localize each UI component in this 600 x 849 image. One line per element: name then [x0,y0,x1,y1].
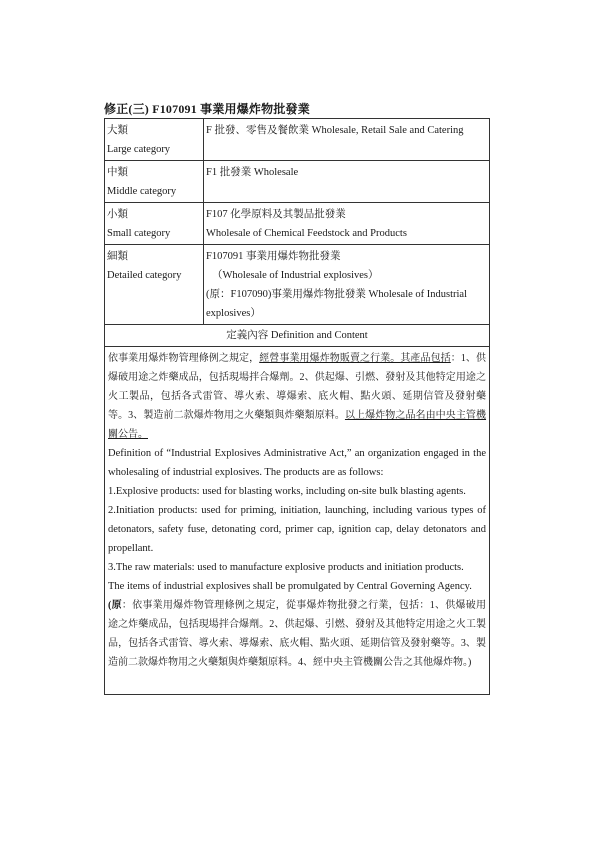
category-value-small [204,203,490,245]
category-label-en: Middle category [107,186,177,197]
zh-definition-paragraph [108,349,486,444]
table-row [105,245,490,325]
en-definition-paragraph: Definition of “Industrial Explosives Administrative Act,” an organization engaged in the wholesaling of industrial explosives. The products are as follows: [108,448,486,478]
en-definition-paragraph: 2.Initiation products: used for priming, initiation, launching, including various types of detonators, safety fuse, detonating cord, primer cap, ignition cap, delay detonators and propellant. [108,505,486,554]
table-row [105,119,490,161]
category-table [104,118,490,695]
category-label-en: Large category [107,144,171,155]
category-label-zh: 中類 [107,167,128,178]
category-label-en: Detailed category [107,270,182,281]
category-label-zh: 小類 [107,209,128,220]
table-row [105,325,490,347]
table-row [105,161,490,203]
zh-intro-text: 依事業用爆炸物管理條例之規定， [108,353,260,364]
category-value-large: F 批發、零售及餐飲業 Wholesale, Retail Sale and Catering [204,119,490,161]
value-line: (原：F107090)事業用爆炸物批發業 Wholesale of Industrial explosives） [206,289,468,319]
value-line: Wholesale of Chemical Feedstock and Products [206,228,407,239]
table-row [105,203,490,245]
original-prefix: (原 [108,600,122,611]
zh-intro-text: ：1、供爆破用途之炸藥成品，包括現場拌合爆劑。2、供起爆、引燃、發射及其他特定用途之火工製品，包括各式雷管、導火索、導爆索、底火帽、點火頭、延期信管及發射藥等。3、製造前二款爆炸物用之火藥類與炸藥類原料。 [108,353,487,421]
definition-header: 定義內容 Definition and Content [105,325,490,347]
en-definition-paragraph: 3.The raw materials: used to manufacture explosive products and initiation products. [108,562,464,573]
value-line: （Wholesale of Industrial explosives） [212,270,379,281]
en-definition-paragraph: The items of industrial explosives shall be promulgated by Central Governing Agency. [108,581,472,592]
category-label-small [105,203,204,245]
category-label-zh: 大類 [107,125,128,136]
category-label-detailed [105,245,204,325]
blank-space [108,672,486,688]
en-definition-paragraph: 1.Explosive products: used for blasting works, including on-site bulk blasting agents. [108,486,466,497]
category-value-detailed [204,245,490,325]
value-line: F107091 事業用爆炸物批發業 [206,251,341,262]
definition-content [105,347,490,695]
table-row [105,347,490,695]
category-label-zh: 細類 [107,251,128,262]
page-heading: 修正(三) F107091 事業用爆炸物批發業 [104,102,310,116]
zh-intro-underlined: 以上爆炸物之品名由中央主管機關公告。 [108,410,487,440]
zh-intro-underlined: 經營事業用爆炸物販賣之行業。其產品包括 [259,353,451,364]
category-label-middle [105,161,204,203]
category-value-middle: F1 批發業 Wholesale [204,161,490,203]
category-label-en: Small category [107,228,171,239]
zh-original-paragraph [108,596,486,672]
value-line: F107 化學原料及其製品批發業 [206,209,346,220]
zh-original-text: ：依事業用爆炸物管理條例之規定，從事爆炸物批發之行業，包括：1、供爆破用途之炸藥成品，包括現場拌合爆劑。2、供起爆、引燃、發射及其他特定用途之火工製品，包括各式雷管、導火索、導爆索、底火帽、點火頭、延期信管及發射藥等。3、製造前二款爆炸物用之火藥類與炸藥類原料。4、經中央主管機關公告之其他爆炸物。) [108,600,486,668]
category-label-large [105,119,204,161]
